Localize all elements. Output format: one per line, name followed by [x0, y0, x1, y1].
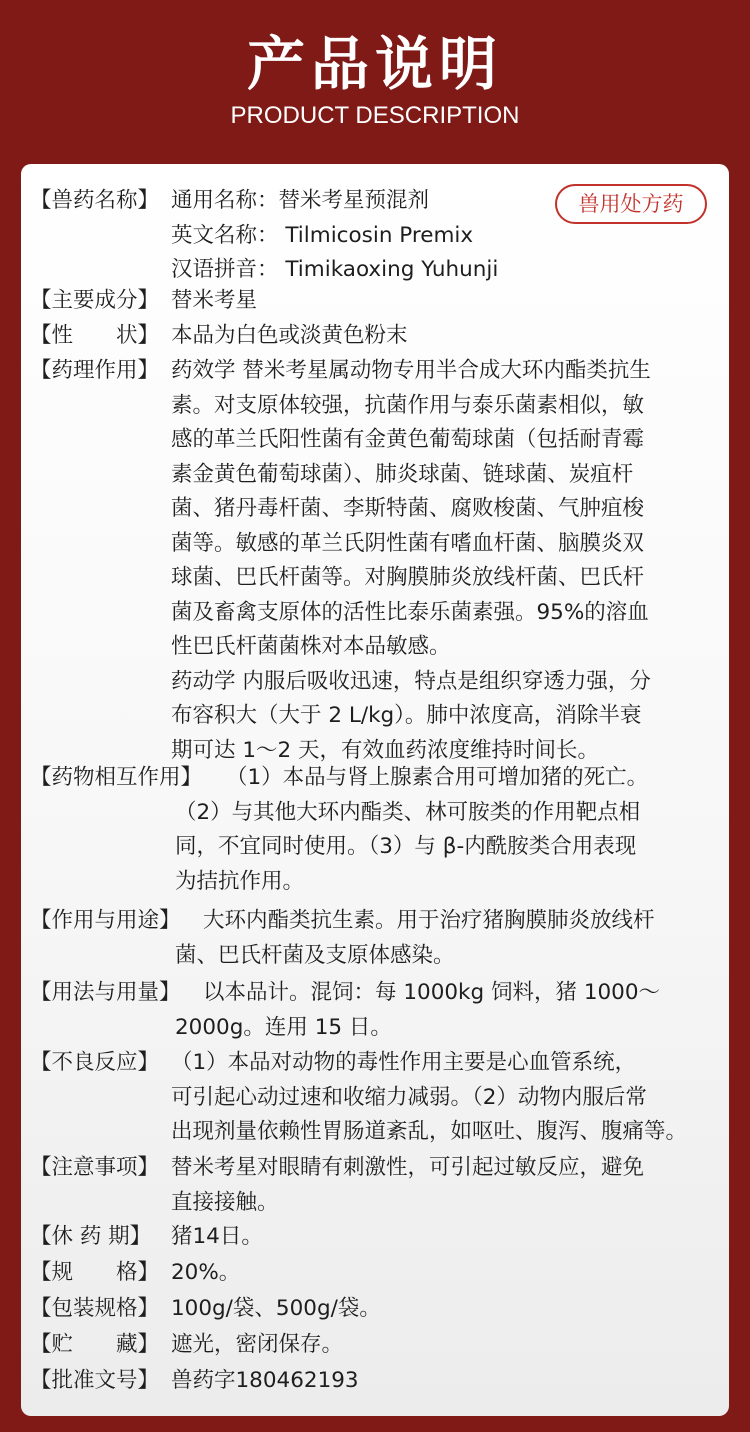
text-line: （2）与其他大环内酯类、林可胺类的作用靶点相 — [175, 799, 641, 825]
text-line: （1）本品与肾上腺素合用可增加猪的死亡。 — [226, 765, 649, 790]
section-text — [171, 1256, 240, 1291]
section-text — [171, 1046, 687, 1150]
section-label: 【主要成分】 — [30, 288, 160, 313]
text-line: 可引起心动过速和收缩力减弱。（2）动物内服后常 — [171, 1084, 647, 1110]
section-text-first — [203, 976, 660, 1011]
section-text — [171, 319, 408, 354]
section-label: 【作用与用途】 — [30, 908, 181, 933]
section-text — [171, 1151, 644, 1220]
description-card — [21, 164, 729, 1416]
section-label: 【不良反应】 — [30, 1050, 160, 1075]
section-text — [171, 1364, 359, 1399]
text-line: 兽药字180462193 — [171, 1368, 359, 1393]
text-line: 大环内酯类抗生素。用于治疗猪胸膜肺炎放线杆 — [203, 908, 655, 933]
section-text — [175, 796, 640, 900]
section-text — [171, 1328, 343, 1363]
text-line: 通用名称：替米考星预混剂 — [171, 188, 430, 213]
section-label: 【包装规格】 — [30, 1296, 160, 1321]
text-line: 性巴氏杆菌菌株对本品敏感。 — [171, 634, 451, 659]
section-text — [175, 1011, 392, 1046]
section-label: 【注意事项】 — [30, 1155, 160, 1180]
section-label: 【药理作用】 — [30, 358, 160, 383]
text-line: 替米考星 — [171, 288, 258, 313]
text-line: （1）本品对动物的毒性作用主要是心血管系统， — [171, 1050, 637, 1075]
text-line: 20%。 — [171, 1260, 241, 1285]
text-line: 100g/袋、500g/袋。 — [171, 1296, 381, 1321]
section-label: 【休 药 期】 — [30, 1224, 152, 1249]
text-line: 直接接触。 — [171, 1189, 279, 1215]
section-text — [171, 284, 257, 319]
section-text-first — [226, 761, 648, 796]
section-label: 【性 状】 — [30, 323, 160, 348]
text-line: 同，不宜同时使用。（3）与 β-内酰胺类合用表现 — [175, 834, 637, 859]
text-line: 素。对支原体较强，抗菌作用与泰乐菌素相似，敏 — [171, 392, 645, 418]
text-line: 药动学 内服后吸收迅速，特点是组织穿透力强，分 — [171, 668, 651, 694]
page-subtitle: PRODUCT DESCRIPTION — [230, 102, 520, 129]
text-line: 菌及畜禽支原体的活性比泰乐菌素强。95%的溶血 — [171, 599, 649, 625]
header — [0, 0, 750, 150]
section-label: 【兽药名称】 — [30, 188, 160, 213]
text-line: 布容积大（大于 2 L/kg）。肺中浓度高，消除半衰 — [171, 703, 642, 728]
text-line: 菌、猪丹毒杆菌、李斯特菌、腐败梭菌、气肿疽梭 — [171, 496, 645, 521]
text-line: 英文名称： Tilmicosin Premix — [171, 222, 474, 248]
text-line: 期可达 1～2 天，有效血药浓度维持时间长。 — [171, 737, 600, 763]
section-text — [171, 184, 498, 288]
text-line: 为拮抗作用。 — [175, 868, 305, 894]
text-line: 替米考星对眼睛有刺激性，可引起过敏反应，避免 — [171, 1155, 645, 1180]
text-line: 以本品计。混饲：每 1000kg 饲料，猪 1000～ — [203, 980, 661, 1005]
page-title: 产品说明 — [246, 30, 503, 98]
section-text — [175, 939, 455, 974]
section-label: 【药物相互作用】 — [30, 765, 203, 790]
text-line: 汉语拼音： Timikaoxing Yuhunji — [171, 257, 499, 282]
text-line: 本品为白色或淡黄色粉末 — [171, 323, 408, 348]
text-line: 感的革兰氏阳性菌有金黄色葡萄球菌（包括耐青霉 — [171, 427, 645, 452]
text-line: 素金黄色葡萄球菌）、肺炎球菌、链球菌、炭疽杆 — [171, 461, 634, 487]
text-line: 猪14日。 — [171, 1224, 263, 1249]
section-text — [171, 1220, 263, 1255]
text-line: 2000g。连用 15 日。 — [175, 1014, 392, 1040]
text-line: 出现剂量依赖性胃肠道紊乱，如呕吐、腹泻、腹痛等。 — [171, 1119, 688, 1144]
section-label: 【批准文号】 — [30, 1368, 160, 1393]
text-line: 球菌、巴氏杆菌等。对胸膜肺炎放线杆菌、巴氏杆 — [171, 565, 645, 590]
section-text-first — [203, 904, 655, 939]
text-line: 菌、巴氏杆菌及支原体感染。 — [175, 942, 455, 968]
section-text — [171, 354, 651, 768]
section-label: 【规 格】 — [30, 1260, 160, 1285]
text-line: 菌等。敏感的革兰氏阴性菌有嗜血杆菌、脑膜炎双 — [171, 530, 645, 556]
text-line: 遮光，密闭保存。 — [171, 1332, 344, 1357]
section-label: 【贮 藏】 — [30, 1332, 160, 1357]
prescription-badge: 兽用处方药 — [555, 184, 707, 224]
section-text — [171, 1292, 381, 1327]
section-label: 【用法与用量】 — [30, 980, 181, 1005]
text-line: 药效学 替米考星属动物专用半合成大环内酯类抗生 — [171, 358, 651, 383]
